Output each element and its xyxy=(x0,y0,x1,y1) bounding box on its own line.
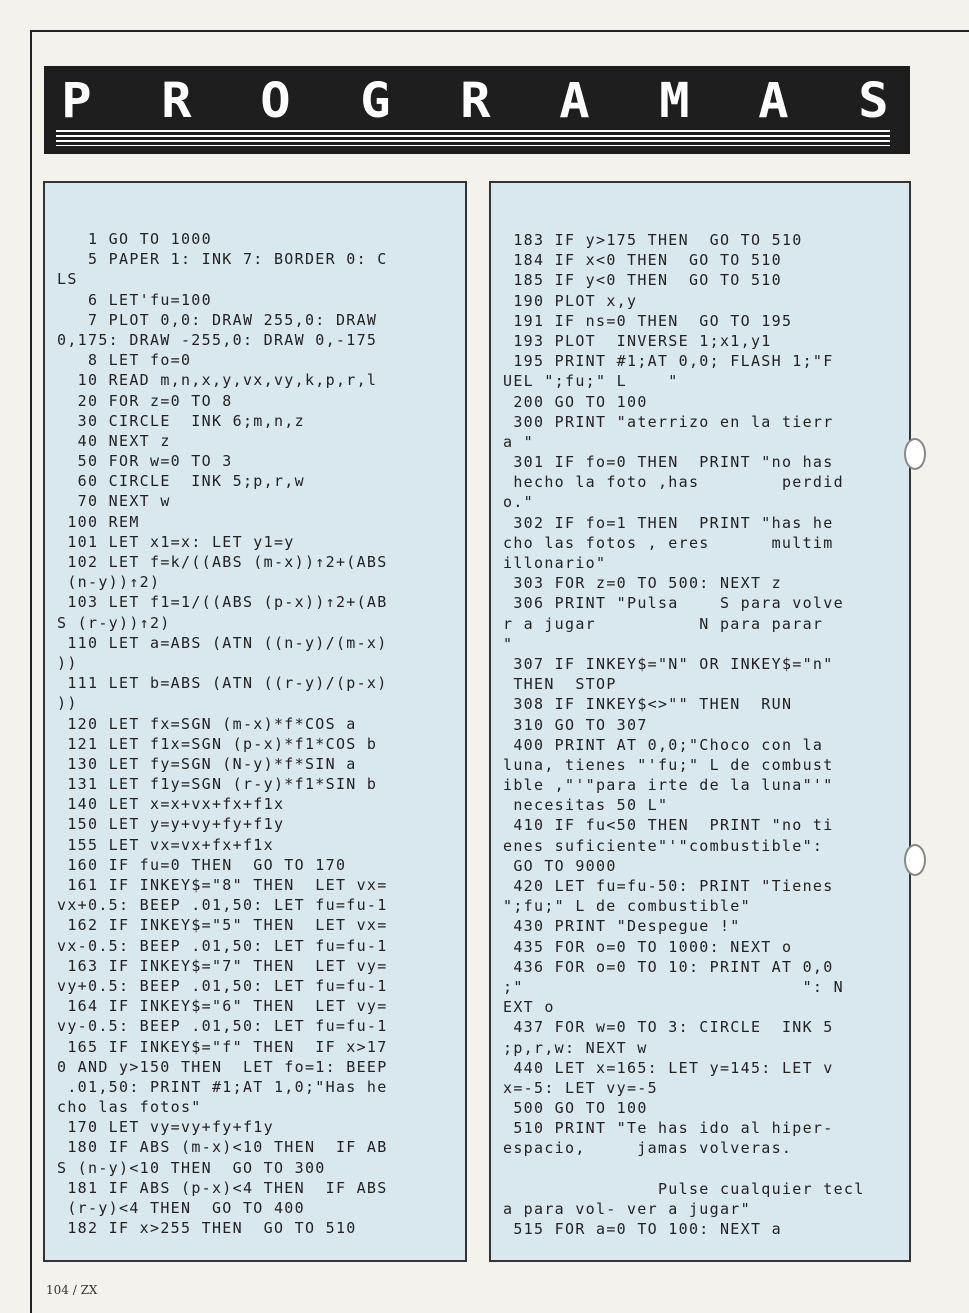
code-line: 200 GO TO 100 xyxy=(503,392,648,411)
code-line: ";fu;" L de combustible" xyxy=(503,897,751,916)
code-line: 103 LET f1=1/((ABS (p-x))↑2+(AB xyxy=(57,593,388,612)
title-letter: R xyxy=(459,73,491,129)
code-line: 195 PRINT #1;AT 0,0; FLASH 1;"F xyxy=(503,352,834,371)
code-line: 0 AND y>150 THEN LET fo=1: BEEP xyxy=(57,1057,388,1076)
code-line: 400 PRINT AT 0,0;"Choco con la xyxy=(503,735,824,754)
title-letter: A xyxy=(758,73,790,129)
code-line: 6 LET'fu=100 xyxy=(57,290,212,309)
code-line: 140 LET x=x+vx+fx+f1x xyxy=(57,795,285,814)
code-line: cho las fotos , eres multim xyxy=(503,533,834,552)
code-line: 155 LET vx=vx+fx+f1x xyxy=(57,835,274,854)
title-letter: M xyxy=(659,73,690,129)
code-line: UEL ";fu;" L " xyxy=(503,372,679,391)
code-line: 170 LET vy=vy+fy+f1y xyxy=(57,1118,274,1137)
code-line: 130 LET fy=SGN (N-y)*f*SIN a xyxy=(57,754,357,773)
code-line: ible ,"'"para irte de la luna"'" xyxy=(503,776,834,795)
code-line: 1 GO TO 1000 xyxy=(57,230,212,248)
title-letter: G xyxy=(360,73,391,129)
code-line: 30 CIRCLE INK 6;m,n,z xyxy=(57,411,305,430)
binder-hole xyxy=(904,438,926,470)
code-line: 111 LET b=ABS (ATN ((r-y)/(p-x) xyxy=(57,674,388,693)
program-listing-right xyxy=(489,181,911,1262)
code-line: .01,50: PRINT #1;AT 1,0;"Has he xyxy=(57,1077,388,1096)
code-line: espacio, jamas volveras. xyxy=(503,1139,793,1158)
code-line: 163 IF INKEY$="7" THEN LET vy= xyxy=(57,956,388,975)
code-line: 515 FOR a=0 TO 100: NEXT a xyxy=(503,1220,782,1239)
code-line: 120 LET fx=SGN (m-x)*f*COS a xyxy=(57,714,357,733)
code-line: cho las fotos" xyxy=(57,1098,202,1117)
code-line: necesitas 50 L" xyxy=(503,796,669,815)
code-line: 183 IF y>175 THEN GO TO 510 xyxy=(503,231,803,249)
code-line: 190 PLOT x,y xyxy=(503,291,638,310)
code-line: THEN STOP xyxy=(503,675,617,694)
code-line: 193 PLOT INVERSE 1;x1,y1 xyxy=(503,331,772,350)
code-line: 20 FOR z=0 TO 8 xyxy=(57,391,233,410)
code-line: 303 FOR z=0 TO 500: NEXT z xyxy=(503,574,782,593)
title-letter: S xyxy=(858,73,889,129)
code-line: )) xyxy=(57,653,78,672)
code-line: x=-5: LET vy=-5 xyxy=(503,1078,658,1097)
code-line: )) xyxy=(57,694,78,713)
title-letter: A xyxy=(559,73,590,129)
code-line: 121 LET f1x=SGN (p-x)*f1*COS b xyxy=(57,734,378,753)
title-letter: P xyxy=(61,73,92,129)
section-title xyxy=(44,73,910,129)
code-line: 410 IF fu<50 THEN PRINT "no ti xyxy=(503,816,834,835)
code-line: 165 IF INKEY$="f" THEN IF x>17 xyxy=(57,1037,388,1056)
code-line: vy-0.5: BEEP .01,50: LET fu=fu-1 xyxy=(57,1017,388,1036)
code-line: LS xyxy=(57,270,78,289)
code-line: (n-y))↑2) xyxy=(57,573,161,592)
title-letter: R xyxy=(160,73,192,129)
code-line: 306 PRINT "Pulsa S para volve xyxy=(503,594,844,613)
code-line: 5 PAPER 1: INK 7: BORDER 0: C xyxy=(57,250,388,269)
code-line: ;p,r,w: NEXT w xyxy=(503,1038,648,1057)
code-line: 50 FOR w=0 TO 3 xyxy=(57,452,233,471)
code-line: o." xyxy=(503,493,534,512)
code-line: enes suficiente"'"combustible": xyxy=(503,836,824,855)
code-line: 100 REM xyxy=(57,512,140,531)
code-line: 180 IF ABS (m-x)<10 THEN IF AB xyxy=(57,1138,388,1157)
code-line: 435 FOR o=0 TO 1000: NEXT o xyxy=(503,937,793,956)
code-line: 162 IF INKEY$="5" THEN LET vx= xyxy=(57,916,388,935)
code-line: 440 LET x=165: LET y=145: LET v xyxy=(503,1058,834,1077)
code-line: 301 IF fo=0 THEN PRINT "no has xyxy=(503,453,834,472)
code-line: ;" ": N xyxy=(503,977,844,996)
code-line: 40 NEXT z xyxy=(57,431,171,450)
code-line: 302 IF fo=1 THEN PRINT "has he xyxy=(503,513,834,532)
code-line: r a jugar N para parar xyxy=(503,614,824,633)
code-line: 102 LET f=k/((ABS (m-x))↑2+(ABS xyxy=(57,553,388,571)
code-line: 420 LET fu=fu-50: PRINT "Tienes xyxy=(503,877,834,895)
code-line: Pulse cualquier tecl xyxy=(503,1179,865,1198)
code-line: " xyxy=(503,634,514,653)
code-line: 184 IF x<0 THEN GO TO 510 xyxy=(503,251,782,270)
code-line: 437 FOR w=0 TO 3: CIRCLE INK 5 xyxy=(503,1018,834,1037)
code-line: 308 IF INKEY$<>"" THEN RUN xyxy=(503,695,793,714)
code-line: 310 GO TO 307 xyxy=(503,715,648,734)
code-line: 8 LET fo=0 xyxy=(57,351,192,370)
banner-stripes xyxy=(56,130,890,146)
code-line: 60 CIRCLE INK 5;p,r,w xyxy=(57,472,305,491)
code-line: a para vol- ver a jugar" xyxy=(503,1200,751,1218)
code-line: 500 GO TO 100 xyxy=(503,1099,648,1118)
code-line: 101 LET x1=x: LET y1=y xyxy=(57,532,295,551)
code-line: vx-0.5: BEEP .01,50: LET fu=fu-1 xyxy=(57,936,388,955)
code-line: S (r-y))↑2) xyxy=(57,613,171,632)
code-line: 161 IF INKEY$="8" THEN LET vx= xyxy=(57,876,388,894)
code-line: 191 IF ns=0 THEN GO TO 195 xyxy=(503,311,793,330)
code-line: 307 IF INKEY$="N" OR INKEY$="n" xyxy=(503,654,834,673)
code-line: 70 NEXT w xyxy=(57,492,171,511)
code-line: luna, tienes "'fu;" L de combust xyxy=(503,755,834,774)
code-line: 510 PRINT "Te has ido al hiper- xyxy=(503,1119,834,1138)
code-line: 436 FOR o=0 TO 10: PRINT AT 0,0 xyxy=(503,957,834,976)
title-letter: O xyxy=(260,73,291,129)
code-line: 150 LET y=y+vy+fy+f1y xyxy=(57,815,285,834)
code-line: GO TO 9000 xyxy=(503,856,617,875)
program-listing-left xyxy=(43,181,467,1262)
code-line: 0,175: DRAW -255,0: DRAW 0,-175 xyxy=(57,330,378,349)
code-line xyxy=(503,1159,895,1179)
binder-hole xyxy=(904,844,926,876)
code-line: EXT o xyxy=(503,998,555,1017)
code-line: 131 LET f1y=SGN (r-y)*f1*SIN b xyxy=(57,775,378,794)
page-number: 104 / ZX xyxy=(46,1283,98,1297)
code-line: 430 PRINT "Despegue !" xyxy=(503,917,741,936)
code-line: S (n-y)<10 THEN GO TO 300 xyxy=(57,1158,326,1177)
code-line: 7 PLOT 0,0: DRAW 255,0: DRAW xyxy=(57,310,378,329)
code-line: 10 READ m,n,x,y,vx,vy,k,p,r,l xyxy=(57,371,378,390)
code-line: a " xyxy=(503,432,534,451)
code-line: 160 IF fu=0 THEN GO TO 170 xyxy=(57,855,347,874)
code-line: 185 IF y<0 THEN GO TO 510 xyxy=(503,271,782,290)
code-line: hecho la foto ,has perdid xyxy=(503,473,844,492)
code-line: 300 PRINT "aterrizo en la tierr xyxy=(503,412,834,431)
code-line: (r-y)<4 THEN GO TO 400 xyxy=(57,1199,305,1217)
code-line: 164 IF INKEY$="6" THEN LET vy= xyxy=(57,997,388,1016)
code-line: illonario" xyxy=(503,554,607,572)
title-banner xyxy=(44,66,910,154)
code-line: vx+0.5: BEEP .01,50: LET fu=fu-1 xyxy=(57,896,388,915)
code-line: 181 IF ABS (p-x)<4 THEN IF ABS xyxy=(57,1178,388,1197)
code-line: vy+0.5: BEEP .01,50: LET fu=fu-1 xyxy=(57,976,388,995)
code-line: 182 IF x>255 THEN GO TO 510 xyxy=(57,1219,357,1238)
code-line: 110 LET a=ABS (ATN ((n-y)/(m-x) xyxy=(57,633,388,652)
